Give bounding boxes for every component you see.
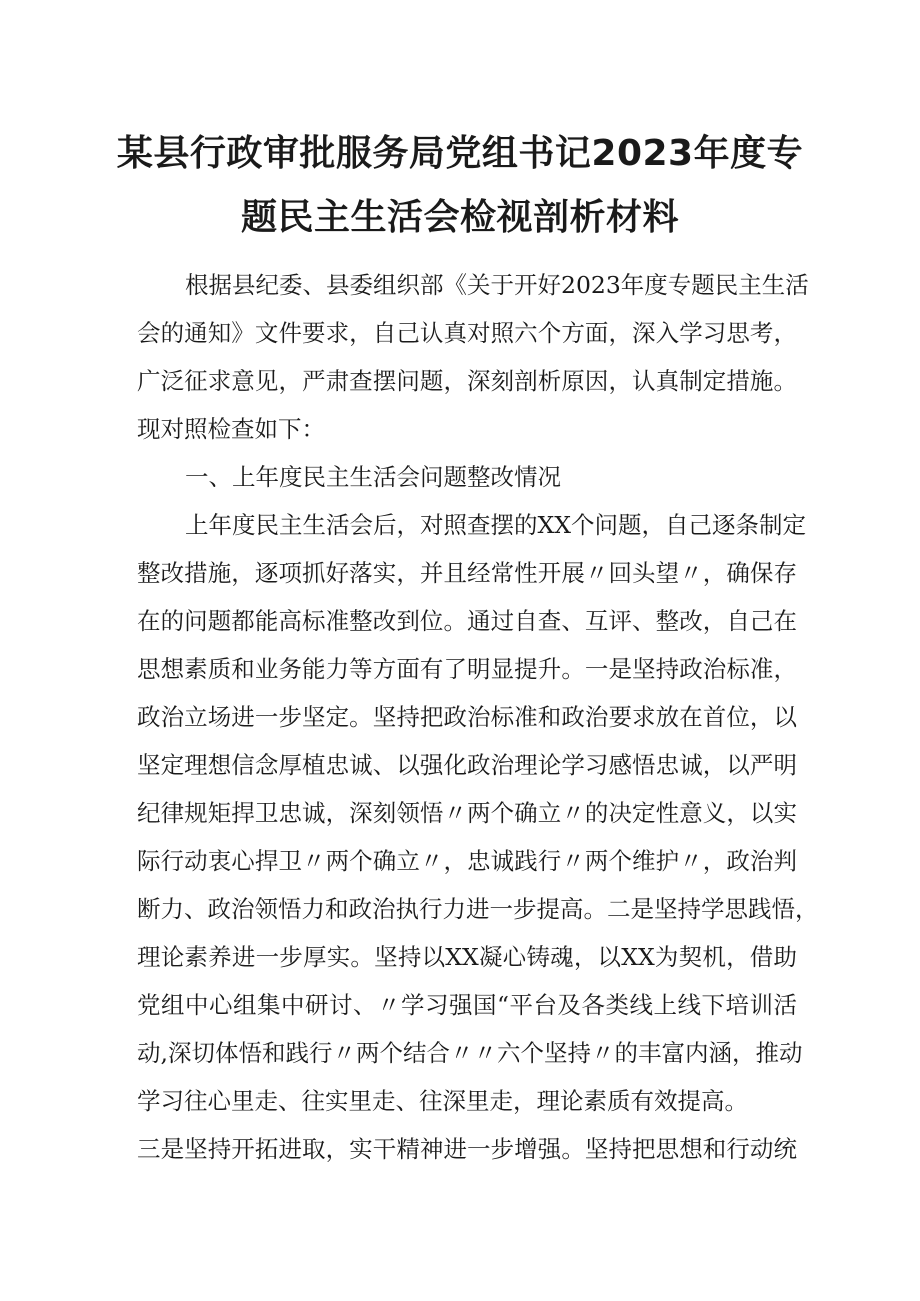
paragraph-line: 坚定理想信念厚植忠诚、以强化政治理论学习感悟忠诚，以严明 <box>137 751 797 779</box>
paragraph-line: 党组中心组集中研讨、〃学习强国“平台及各类线上线下培训活 <box>137 991 797 1019</box>
paragraph-line: 三是坚持开拓进取，实干精神进一步增强。坚持把思想和行动统 <box>137 1135 797 1163</box>
section-heading: 一、上年度民主生活会问题整改情况 <box>185 463 561 491</box>
paragraph-line: 政治立场进一步坚定。坚持把政治标准和政治要求放在首位，以 <box>137 703 797 731</box>
paragraph-line: 动,深切体悟和践行〃两个结合〃〃六个坚持〃的丰富内涵，推动 <box>137 1039 803 1067</box>
document-title-line-1: 某县行政审批服务局党组书记2023年度专 <box>116 133 804 174</box>
paragraph-line: 断力、政治领悟力和政治执行力进一步提高。二是坚持学思践悟， <box>137 895 819 923</box>
document-title-line-2: 题民主生活会检视剖析材料 <box>240 197 679 238</box>
paragraph-line: 理论素养进一步厚实。坚持以XX凝心铸魂，以XX为契机，借助 <box>137 943 797 971</box>
paragraph-line: 在的问题都能高标准整改到位。通过自查、互评、整改，自己在 <box>137 607 797 635</box>
paragraph-line: 现对照检查如下： <box>137 415 325 443</box>
paragraph-line: 纪律规矩捍卫忠诚，深刻领悟〃两个确立〃的决定性意义，以实 <box>137 799 797 827</box>
paragraph-line: 思想素质和业务能力等方面有了明显提升。一是坚持政治标准， <box>137 655 797 683</box>
paragraph-line: 广泛征求意见，严肃查摆问题，深刻剖析原因，认真制定措施。 <box>137 367 797 395</box>
paragraph-line: 上年度民主生活会后，对照查摆的XX个问题，自己逐条制定 <box>185 511 806 539</box>
paragraph-line: 根据县纪委、县委组织部《关于开好2023年度专题民主生活 <box>185 271 809 299</box>
paragraph-line: 整改措施，逐项抓好落实，并且经常性开展〃回头望〃，确保存 <box>137 559 797 587</box>
paragraph-line: 际行动衷心捍卫〃两个确立〃，忠诚践行〃两个维护〃，政治判 <box>137 847 797 875</box>
paragraph-line: 会的通知》文件要求，自己认真对照六个方面，深入学习思考， <box>137 319 797 347</box>
paragraph-line: 学习往心里走、往实里走、往深里走，理论素质有效提高。 <box>137 1087 748 1115</box>
